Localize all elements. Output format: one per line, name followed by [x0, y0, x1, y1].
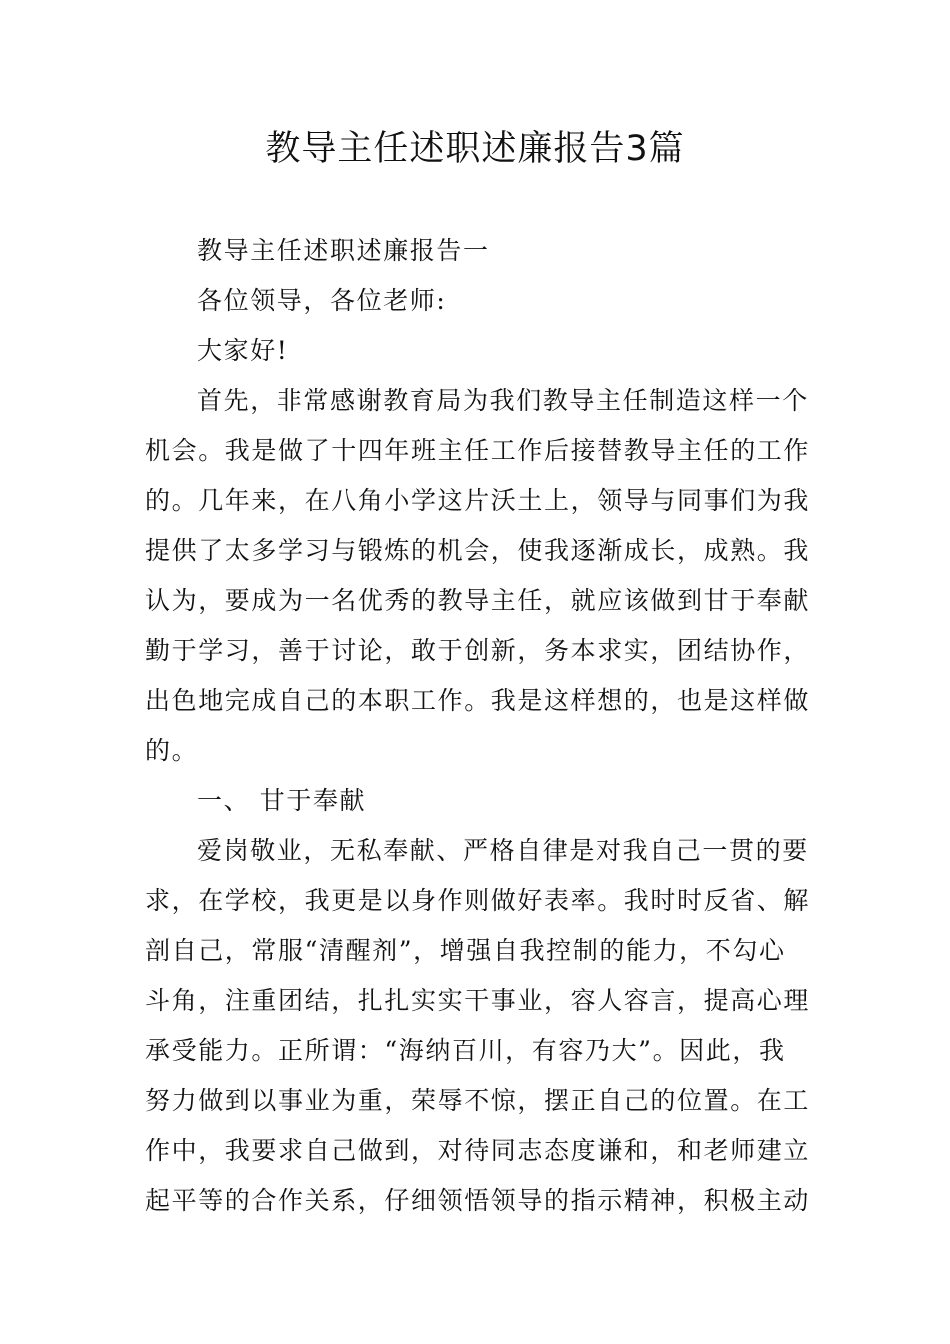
text-line: 起平等的合作关系，仔细领悟领导的指示精神，积极主动 [145, 1186, 811, 1215]
text-line: 努力做到以事业为重，荣辱不惊，摆正自己的位置。在工 [145, 1086, 811, 1115]
text-line: 各位领导，各位老师: [197, 286, 447, 315]
document-title: 教导主任述职述廉报告3篇 [265, 129, 685, 169]
text-line: 斗角，注重团结，扎扎实实干事业，容人容言，提高心理 [145, 986, 811, 1015]
text-line: 承受能力。正所谓：“海纳百川，有容乃大”。因此，我 [145, 1036, 786, 1065]
text-line: 一、 甘于奉献 [197, 786, 367, 815]
text-line: 认为，要成为一名优秀的教导主任，就应该做到甘于奉献 [145, 586, 811, 615]
text-line: 爱岗敬业，无私奉献、严格自律是对我自己一贯的要 [197, 836, 809, 865]
text-line: 勤于学习，善于讨论，敢于创新，务本求实，团结协作， [145, 636, 811, 665]
document-body [145, 226, 810, 1226]
text-line: 教导主任述职述廉报告一 [197, 236, 490, 265]
text-line: 首先，非常感谢教育局为我们教导主任制造这样一个 [197, 386, 809, 415]
text-line: 提供了太多学习与锻炼的机会，使我逐渐成长，成熟。我 [145, 536, 811, 565]
text-line: 出色地完成自己的本职工作。我是这样想的，也是这样做 [145, 686, 811, 715]
text-line: 的。 [145, 736, 199, 765]
text-line: 求，在学校，我更是以身作则做好表率。我时时反省、解 [145, 886, 811, 915]
text-line: 作中，我要求自己做到，对待同志态度谦和，和老师建立 [145, 1136, 811, 1165]
text-line: 机会。我是做了十四年班主任工作后接替教导主任的工作 [145, 436, 811, 465]
text-line: 剖自己，常服“清醒剂”，增强自我控制的能力，不勾心 [145, 936, 786, 965]
text-line: 大家好! [197, 336, 289, 365]
text-line: 的。几年来，在八角小学这片沃土上，领导与同事们为我 [145, 486, 811, 515]
